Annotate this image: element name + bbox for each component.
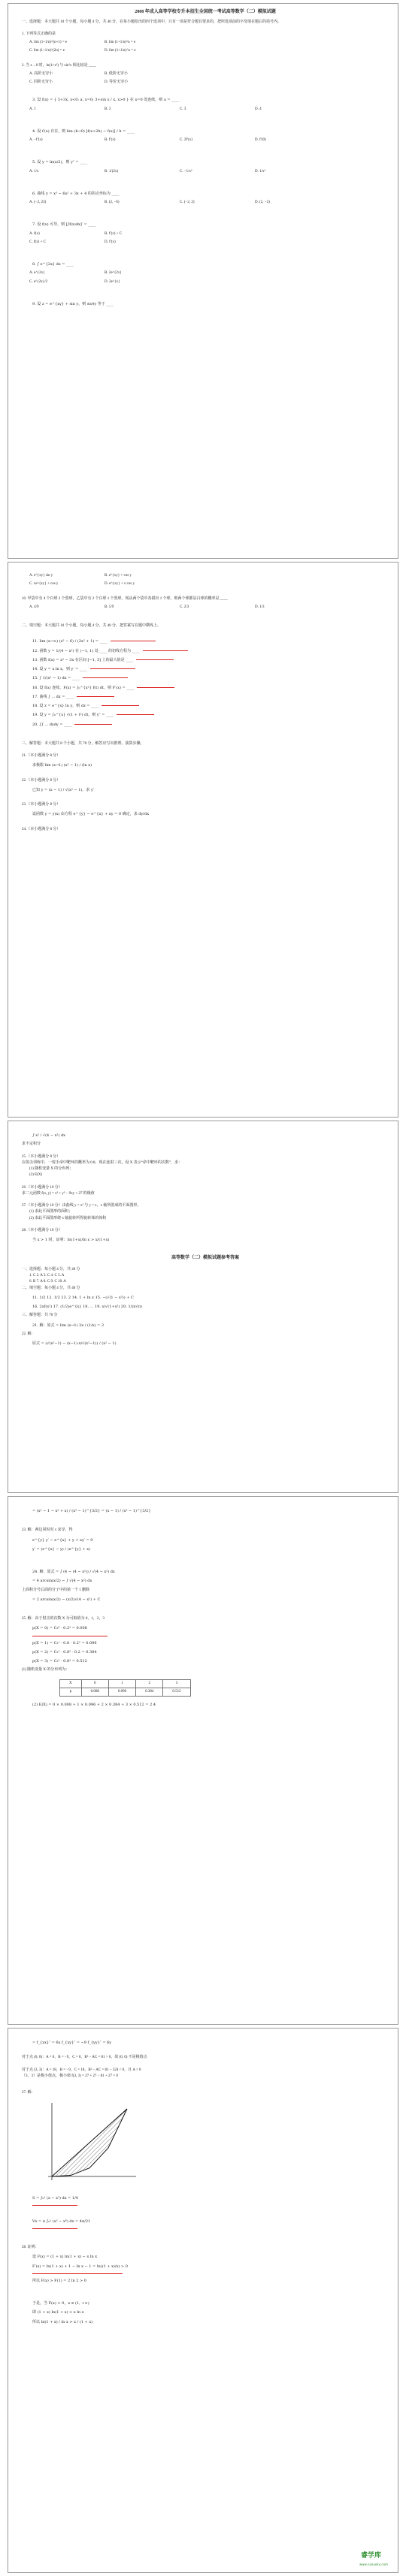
q8-option-d: D. 2e^{x} (105, 279, 120, 284)
table-cell: 0.512 (163, 1688, 190, 1696)
answer-24-step-2: = 2 arcsin(x/2) − (x/2)√(4 − x²) + C (32, 1597, 101, 1602)
question-24: ∫ x² / √(4 − x²) dx (32, 1133, 65, 1138)
answer-24-note: 上面积分号后面的分子中的第一个 1 删除 (22, 1588, 90, 1592)
answer-22: 原式 = (√(x²−1) − (x−1)·x/√(x²−1)) / (x² − 1) (32, 1341, 117, 1346)
question-12 (32, 649, 389, 653)
q6-option-a: A. (−2, 23) (29, 201, 47, 204)
q3-option-b: B. 2 (105, 107, 111, 111)
exam-page-3 (8, 1121, 398, 1493)
question-21-intro: 21.（本小题满分 8 分） (22, 754, 61, 758)
red-underline (117, 714, 154, 715)
question-23-intro: 23.（本小题满分 8 分） (22, 803, 61, 807)
q1-option-a: A. lim (1+1/n)^(n+1) = e (29, 41, 68, 44)
question-14-text: 14. 设 y = x ln x，则 y′ = ____ (32, 667, 87, 671)
red-underline (136, 659, 174, 660)
q10-option-d: D. 1/3 (255, 605, 265, 609)
question-20-text: 20. ∫∫ ... dxdy = ____ (32, 722, 72, 727)
answer-22-intro: 22. 解： (22, 1332, 35, 1336)
answer-27: 27. 解： (22, 2091, 35, 2095)
answer-25-p2: p(X = 2) = C₃² · 0.8² · 0.2 = 0.384 (32, 1649, 97, 1654)
question-27-intro: 27.（本小题满分 10 分）由曲线 y = x³ 与 y = x，x 轴所围成的平面图形。 (22, 1204, 141, 1208)
answer-25-p0 (32, 1626, 389, 1630)
q9-option-d: D. e^{xy} + x cos y (105, 582, 135, 587)
question-17 (32, 695, 389, 699)
question-18-text: 18. 设 z = e^{x} ln y，则 dz = ____ (32, 704, 99, 708)
q7-option-b: B. f′(x) + C (105, 231, 123, 236)
exam-title: 2008 年成人高等学校专升本招生全国统一考试高等数学（二）模拟试题 (135, 10, 276, 14)
q2-option-a: A. 高阶无穷小 (29, 71, 53, 76)
red-underline (32, 2273, 123, 2274)
section-3-instructions: 三、解答题：本大题共 8 个小题，共 70 分，解答应写出推理、演算步骤。 (22, 741, 144, 746)
question-17-text: 17. 曲线 ∫ ... dx = ____ (32, 694, 74, 699)
question-14 (32, 667, 389, 671)
q10-option-c: C. 2/3 (180, 605, 189, 609)
answers-row-3: 11. 1/2 12. 1/2 13. 2 14. 1 + ln x 15. −(√(1 − x²)) + C (32, 1295, 134, 1300)
answer-25-dist-label: (1) 随机变量 X 的分布列为： (22, 1668, 70, 1673)
answer-28-step-1: 设 F(x) = (1 + x) ln(1 + x) − x ln x (32, 2255, 98, 2260)
answer-28-step-3: 所以 F(x) > F(1) = 2 ln 2 > 0 (32, 2278, 86, 2283)
answer-23: 23. 解：两边同时对 x 求导，得 (22, 1528, 73, 1533)
answer-25: 25. 解：由于射击的次数 X 为可取值为 0，1，2，3 (22, 1617, 105, 1621)
answers-section-2: 二、填空题：每小题 4 分，共 40 分 (22, 1286, 80, 1290)
question-15 (32, 676, 389, 680)
exam-page-4 (8, 1496, 398, 2025)
answer-24-step-1: = 4 arcsin(x/2) − ∫ √(4 − x²) dx (32, 1579, 92, 1584)
answer-26-conclusion: （3，3）是极小值点，极小值 f(3, 3) = 27 + 27 − 81 + 27 = 0 (22, 2074, 118, 2078)
question-5: 5. 设 y = ln(x/2)，则 y″ = ____ (32, 160, 88, 165)
question-1: 1. 下列等式正确的是 (22, 32, 56, 36)
question-22: 已知 y = (x − 1) / √(x² − 1)，求 y′ (32, 787, 94, 792)
question-28-intro: 28.（本小题满分 10 分） (22, 1228, 62, 1232)
question-15-text: 15. ∫ 1/(x² − 1) dx = ____ (32, 676, 80, 681)
red-underline (90, 668, 135, 669)
q8-option-a: A. e^{2x} (29, 271, 45, 276)
answer-25-p3: p(X = 3) = C₃³ · 0.8³ = 0.512 (32, 1659, 87, 1664)
answer-25-expectation: (2) E(X) = 0 × 0.008 + 1 × 0.096 + 2 × 0.384 + 3 × 0.512 = 2.4 (32, 1703, 156, 1707)
table-cell: 0.008 (81, 1688, 108, 1696)
table-cell: 0.384 (136, 1688, 163, 1696)
q2-option-c: C. 同阶无穷小 (29, 80, 53, 84)
q9-option-b: B. e^{xy} + cos y (105, 574, 132, 578)
question-9: 9. 设 z = e^{xy} + sin y，则 ∂z/∂y 等于 ____ (32, 301, 114, 306)
q4-option-d: D. f′(0) (255, 138, 266, 142)
table-cell: 0 (81, 1679, 108, 1688)
answer-28-step-6: 所以 ln(1 + x) / ln x > x / (1 + x) (32, 2319, 93, 2324)
answer-21: 21. 解：原式 = lim (x→1) 2x / (1/x) = 2 (32, 1323, 105, 1328)
question-19 (32, 713, 389, 717)
red-underline (77, 696, 114, 697)
exam-page-1 (8, 3, 398, 559)
table-row (60, 1679, 191, 1688)
question-21: 求极限 lim (x→1) (x² − 1) / (ln x) (32, 763, 92, 768)
question-22-intro: 22.（本小题满分 8 分） (22, 778, 61, 783)
question-16 (32, 686, 389, 690)
q7-option-c: C. f(x) + C (29, 240, 46, 244)
question-11-text: 11. lim (x→∞) (x² − 6) / (2x² + 1) = ____ (32, 639, 108, 644)
question-6: 6. 曲线 y = x³ − 6x² + 3x + 4 的拐点坐标为 ____ (32, 191, 120, 196)
section-2-instructions: 二、填空题：本大题共 10 个小题，每小题 4 分，共 40 分，把答案写在题中横线上。 (22, 624, 162, 628)
q4-option-b: B. f′(x) (105, 138, 116, 142)
question-25: 在射击训练中，一射手命中靶环的概率为 0.8，现在连射三次，设 X 表示“命中靶环的次数”，求： (22, 1160, 183, 1165)
answers-section-3: 三、解答题：共 70 分 (22, 1314, 58, 1318)
section-1-instructions: 一、选择题：本大题共 10 个小题，每小题 4 分，共 40 分，在每小题给出的四个选项中，只有一项是符合题目要求的，把所选项前的字母填在题后的括号内。 (22, 20, 282, 24)
watermark-url: www.ruixueku.com (359, 2562, 388, 2566)
red-underline (102, 705, 139, 706)
answer-25-p1: p(X = 1) = C₃¹ · 0.8 · 0.2² = 0.096 (32, 1640, 97, 1645)
question-25-part-1: (1) 随机变量 X 的分布列； (29, 1167, 74, 1171)
question-13 (32, 658, 389, 662)
q5-option-b: B. 1/(2x) (105, 169, 119, 173)
answer-27-volume: Vx = π ∫₀¹ (x² − x⁶) dx = 4π/21 (32, 2219, 91, 2224)
q3-option-d: D. 4 (255, 107, 262, 111)
question-12-text: 12. 函数 y = 1/(4 − x²) 在 (−1, 1) 处 ____ 的切线方程为 ____ (32, 648, 140, 653)
q3-option-a: A. 1 (29, 107, 36, 111)
red-underline (137, 687, 174, 688)
question-25-intro: 25.（本小题满分 8 分） (22, 1154, 61, 1159)
question-26: 求二元函数 f(x, y) = x³ + y³ − 9xy + 27 的极值 (22, 1191, 95, 1196)
table-cell: p (60, 1688, 82, 1696)
q7-option-a: A. f(x) (29, 231, 40, 236)
question-10: 10. 甲袋中有 4 个白球 2 个黑球，乙袋中有 2 个白球 1 个黑球，现从两个袋中各摸出 1 个球，则两个球都是白球的概率是 ____ (22, 596, 228, 601)
answers-title: 高等数学（二）模拟试题参考答案 (171, 1256, 239, 1261)
question-8: 8. ∫ e^{2x} dx = ____ (32, 262, 74, 267)
q1-option-c: C. lim (1+1/n)^(2n) = e (29, 49, 65, 53)
answer-28: 28. 证明： (22, 2246, 39, 2249)
question-25-part-2: (2) E(X) (29, 1173, 43, 1178)
question-2: 2. 当 x→0 时，ln(1+x²) 与 sin²x 相比较是 ____ (22, 63, 96, 68)
answers-section-1: 一、选择题：每小题 4 分，共 40 分 (22, 1267, 80, 1271)
question-18 (32, 704, 389, 708)
question-27-part-1: (1) 求此平面图形的面积； (29, 1210, 73, 1214)
exam-page-2 (8, 562, 398, 1118)
q10-option-b: B. 5/9 (105, 605, 114, 609)
watermark-logo: 睿学库 (361, 2552, 382, 2559)
question-19-text: 19. 设 y = ∫₀^{x} √(1 + t²) dt，则 y″ = ____ (32, 713, 114, 718)
answer-26-derivatives: = f_{xx}″ = 6x f_{xy}″ = −9 f_{yy}″ = 6y (32, 2041, 112, 2045)
red-underline (74, 724, 112, 725)
question-28: 当 x > 1 时，证明：ln(1+x)/ln x > x/(1+x) (32, 1238, 110, 1242)
q8-option-c: C. e^{2x}/2 (29, 279, 48, 284)
question-24-note: 求不定积分 (22, 1142, 41, 1147)
answer-23-step-1: e^{y} y′ − e^{x} + y + xy′ = 0 (32, 1537, 93, 1543)
q5-option-c: C. −1/x² (180, 169, 192, 173)
exam-page-5 (8, 2028, 398, 2573)
answer-23-step-2: y′ = (e^{x} − y) / (e^{y} + x) (32, 1546, 91, 1552)
q9-option-a: A. e^{xy} sin y (29, 574, 53, 578)
q6-option-d: D. (2, −2) (255, 201, 270, 204)
answer-28-step-2: F′(x) = ln(1 + x) + 1 − ln x − 1 = ln((1 + x)/x) > 0 (32, 2264, 128, 2269)
question-20 (32, 722, 389, 727)
question-26-intro: 26.（本小题满分 10 分） (22, 1185, 62, 1190)
q2-option-d: D. 等价无穷小 (105, 80, 129, 84)
q7-option-d: D. f′(x) (105, 240, 116, 244)
answer-28-step-4: 于是，当 F(x) > 0，x ∈ (1, +∞) (32, 2301, 89, 2306)
answers-row-1: 1. C 2. A 3. C 4. C 5. A (29, 1274, 65, 1277)
question-13-text: 13. 函数 f(x) = x³ − 3x 在区间 [−1, 3] 上的最大值是 ____ (32, 657, 134, 662)
question-11 (32, 639, 389, 644)
answer-26-point-2: 对于点 (3, 3)：A = 18，B = −9，C = 18，B² − AC = 81 − 324 < 0，且 A > 0 (22, 2068, 141, 2072)
answer-27-area: S = ∫₀¹ (x − x³) dx = 1/4 (32, 2195, 78, 2200)
answer-22-continued: = (x² − 1 − x² + x) / (x² − 1)^{3/2} = (x − 1) / (x² − 1)^{3/2} (32, 1509, 151, 1513)
question-16-text: 16. 设 f(x) 连续，F(x) = ∫₀^{x²} f(t) dt，则 F′(x) = ____ (32, 685, 135, 690)
q4-option-a: A. −f′(x) (29, 138, 43, 142)
question-3: 3. 设 f(x) = { 3+3x, x<0; a, x=0; 3+sin x / x, x>0 } 在 x=0 处连续，则 a = ____ (32, 98, 180, 103)
q6-option-b: B. (2, −6) (105, 201, 120, 204)
q3-option-c: C. 3 (180, 107, 186, 111)
q8-option-b: B. 2e^{2x} (105, 271, 122, 276)
question-27-part-2: (2) 求此平面图形绕 x 轴旋转所得旋转体的体积 (29, 1216, 107, 1220)
answer-26-point-1: 对于点 (0, 0)：A = 0，B = −9，C = 0，B² − AC = 81 > 0，故 (0, 0) 不是极值点 (22, 2056, 147, 2060)
answers-row-4: 16. 2xf(x²) 17. (1/2)e^{x} 18. ... 19. x/√(1+x²) 20. 1/(π√π) (32, 1305, 142, 1309)
table-cell: 1 (108, 1679, 135, 1688)
q10-option-a: A. 4/9 (29, 605, 39, 609)
distribution-table (59, 1679, 191, 1697)
q1-option-d: D. lim (1+1/n)^n = e (105, 49, 136, 53)
q6-option-c: C. (−2, 2) (180, 201, 195, 204)
table-cell: 3 (163, 1679, 190, 1688)
answer-24: 24. 解：原式 = ∫ (4 − (4 − x²)) / √(4 − x²) dx (32, 1570, 115, 1574)
answers-row-2: 6. B 7. A 8. C 9. C 10. A (29, 1280, 66, 1284)
question-7: 7. 设 f(x) 可导，则 [∫f(x)dx]′ = ____ (32, 222, 96, 228)
table-cell: 2 (136, 1679, 163, 1688)
table-row (60, 1688, 191, 1696)
table-cell: 0.096 (108, 1688, 135, 1696)
q5-option-d: D. 1/x² (255, 169, 265, 173)
red-underline (83, 677, 128, 678)
table-cell: X (60, 1679, 82, 1688)
q5-option-a: A. 1/x (29, 169, 39, 173)
q1-option-b: B. lim (1+1/n)^n = e (105, 41, 136, 44)
answer-28-step-5: 即 (1 + x) ln(1 + x) > x ln x (32, 2310, 84, 2315)
region-plot (37, 2101, 142, 2184)
question-24-intro: 24.（本小题满分 8 分） (22, 827, 61, 831)
question-4: 4. 设 f′(x) 存在，则 lim (h→0) [f(x+2h) − f(x)] / h = ____ (32, 128, 135, 134)
q4-option-c: C. 2f′(x) (180, 138, 192, 142)
answer-25-p0-text: p(X = 0) = C₃⁰ · 0.2³ = 0.008 (32, 1626, 87, 1631)
question-23: 设函数 y = y(x) 由方程 e^{y} − e^{x} + xy = 0 确定，求 dy/dx (32, 812, 150, 817)
q9-option-c: C. xe^{xy} + cos y (29, 582, 59, 587)
q2-option-b: B. 低阶无穷小 (105, 71, 128, 76)
red-underline (143, 650, 188, 651)
